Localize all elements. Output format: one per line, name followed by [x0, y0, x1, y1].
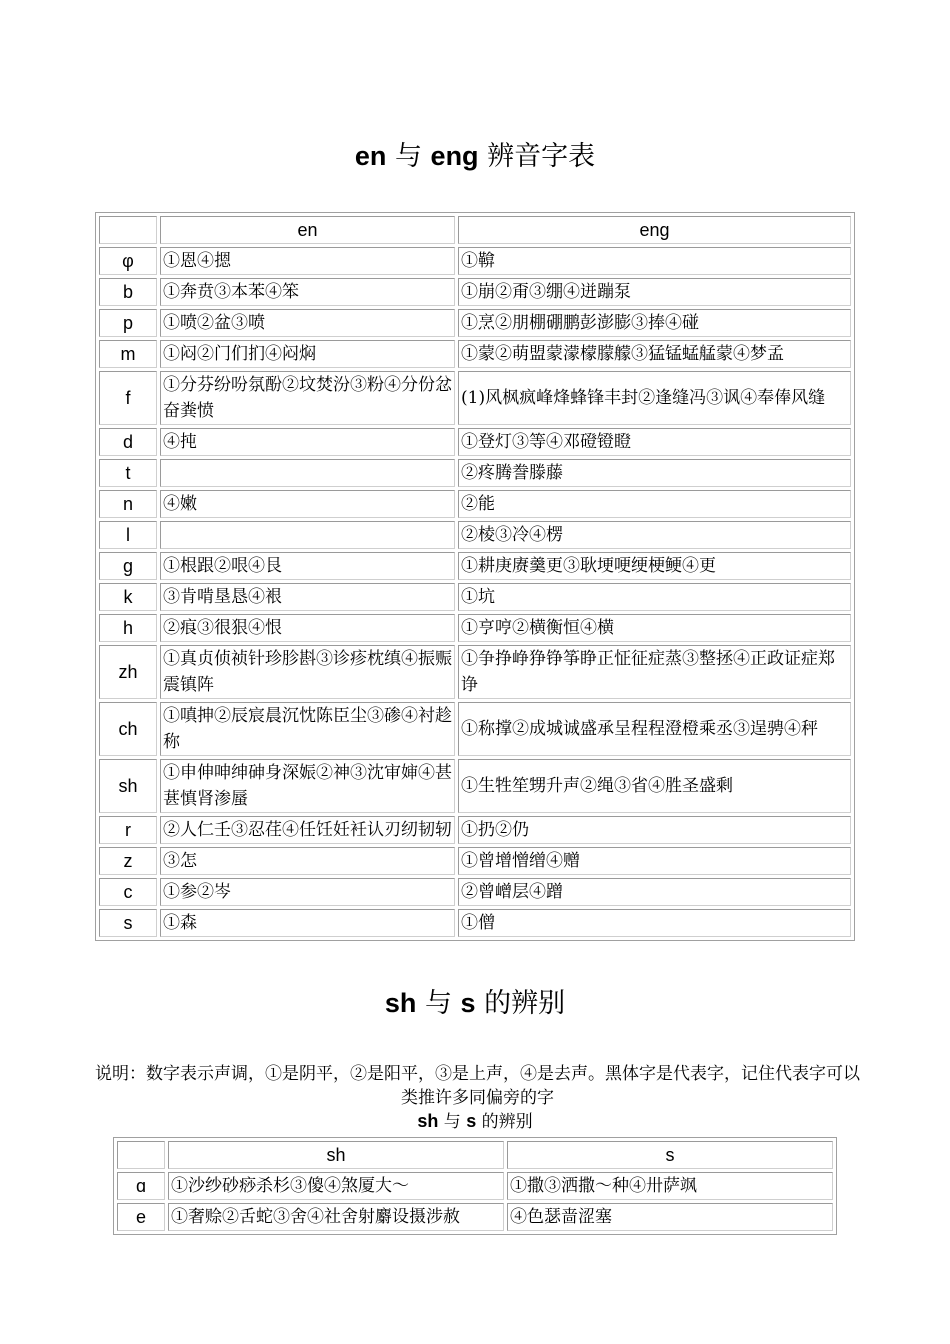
table-row — [117, 1172, 833, 1200]
title-rest: 辨音字表 — [487, 141, 596, 172]
chars-cell: ①嗔抻②辰宸晨沉忱陈臣尘③碜④衬趁称 — [160, 702, 455, 756]
chars-cell: ④嫩 — [160, 490, 455, 518]
initial-cell: e — [117, 1203, 165, 1231]
chars-cell: ①喷②盆③喷 — [160, 309, 455, 337]
chars-cell: ①真贞侦祯针珍胗斟③诊疹枕缜④振赈震镇阵 — [160, 645, 455, 699]
initial-cell: s — [99, 909, 157, 937]
initial-cell: t — [99, 459, 157, 487]
chars-cell: ④色瑟啬涩塞 — [507, 1203, 833, 1231]
page-title — [0, 138, 950, 175]
title-bold-en: en — [354, 141, 387, 171]
chars-cell: ①坑 — [458, 583, 851, 611]
title-bold-eng: eng — [430, 141, 479, 171]
chars-cell: ②人仁壬③忍荏④任饪妊衽认刃纫韧轫 — [160, 816, 455, 844]
table-row — [99, 552, 851, 580]
initial-cell: p — [99, 309, 157, 337]
chars-cell: ①参②岑 — [160, 878, 455, 906]
initial-cell: k — [99, 583, 157, 611]
table-row — [99, 459, 851, 487]
chars-cell: ②痕③很狠④恨 — [160, 614, 455, 642]
chars-cell: ①沙纱砂痧杀杉③傻④煞厦大～ — [168, 1172, 504, 1200]
column-header — [117, 1141, 165, 1169]
chars-cell: ①登灯③等④邓磴镫瞪 — [458, 428, 851, 456]
column-header: eng — [458, 216, 851, 244]
initial-cell: sh — [99, 759, 157, 813]
en-eng-table — [95, 212, 855, 941]
table-row — [99, 759, 851, 813]
table-row — [99, 645, 851, 699]
title2-mid: 与 — [424, 988, 452, 1019]
chars-cell: ②棱③冷④楞 — [458, 521, 851, 549]
table-row — [99, 909, 851, 937]
header-row — [99, 216, 851, 244]
column-header — [99, 216, 157, 244]
title-mid: 与 — [394, 141, 422, 172]
chars-cell: ①生牲笙甥升声②绳③省④胜圣盛剩 — [458, 759, 851, 813]
chars-cell: ②疼腾誊滕藤 — [458, 459, 851, 487]
chars-cell: ①崩②甭③绷④迸蹦泵 — [458, 278, 851, 306]
caption-bold-s: s — [466, 1111, 477, 1131]
initial-cell: m — [99, 340, 157, 368]
chars-cell: ①亨哼②横衡恒④横 — [458, 614, 851, 642]
chars-cell: ③肯啃垦恳④裉 — [160, 583, 455, 611]
table-row — [99, 583, 851, 611]
chars-cell: (1)风枫疯峰烽蜂锋丰封②逢缝冯③讽④奉俸风缝 — [458, 371, 851, 425]
initial-cell: g — [99, 552, 157, 580]
header-row — [117, 1141, 833, 1169]
chars-cell: ①根跟②哏④艮 — [160, 552, 455, 580]
chars-cell — [160, 459, 455, 487]
initial-cell: c — [99, 878, 157, 906]
column-header: en — [160, 216, 455, 244]
initial-cell: ch — [99, 702, 157, 756]
chars-cell: ④扽 — [160, 428, 455, 456]
chars-cell: ①恩④摁 — [160, 247, 455, 275]
initial-cell: f — [99, 371, 157, 425]
chars-cell: ①称撑②成城诚盛承呈程程澄橙乘丞③逞骋④秤 — [458, 702, 851, 756]
chars-cell — [160, 521, 455, 549]
initial-cell: b — [99, 278, 157, 306]
explanation-note: 说明：数字表示声调，①是阴平，②是阳平，③是上声，④是去声。黑体字是代表字，记住代表字可以类推许多同偏旁的字 — [95, 1064, 860, 1108]
chars-cell: ①鞥 — [458, 247, 851, 275]
initial-cell: r — [99, 816, 157, 844]
table-row — [99, 340, 851, 368]
table-row — [99, 847, 851, 875]
table-row — [99, 702, 851, 756]
section-title — [0, 985, 950, 1022]
table-row — [99, 428, 851, 456]
table-caption — [0, 1109, 950, 1134]
table-row — [99, 309, 851, 337]
sh-s-table — [113, 1137, 837, 1235]
table-row — [99, 614, 851, 642]
chars-cell: ①扔②仍 — [458, 816, 851, 844]
chars-cell: ②曾嶒层④蹭 — [458, 878, 851, 906]
chars-cell: ①耕庚赓羹更③耿埂哽绠梗鲠④更 — [458, 552, 851, 580]
table-row — [99, 247, 851, 275]
chars-cell: ①森 — [160, 909, 455, 937]
chars-cell: ①分芬纷吩氛酚②坟焚汾③粉④分份忿奋粪愤 — [160, 371, 455, 425]
chars-cell: ①奔贲③本苯④笨 — [160, 278, 455, 306]
column-header: sh — [168, 1141, 504, 1169]
initial-cell: z — [99, 847, 157, 875]
chars-cell: ①曾增憎缯④赠 — [458, 847, 851, 875]
title2-bold-s: s — [460, 988, 476, 1018]
chars-cell: ③怎 — [160, 847, 455, 875]
chars-cell: ②能 — [458, 490, 851, 518]
table-row — [99, 521, 851, 549]
title2-rest: 的辨别 — [484, 988, 566, 1019]
chars-cell: ①撒③洒撒～种④卅萨飒 — [507, 1172, 833, 1200]
chars-cell: ①争挣峥狰铮筝睁正怔征症蒸③整拯④正政证症郑诤 — [458, 645, 851, 699]
chars-cell: ①申伸呻绅砷身深娠②神③沈审婶④甚葚慎肾渗蜃 — [160, 759, 455, 813]
column-header: s — [507, 1141, 833, 1169]
caption-bold-sh: sh — [417, 1111, 439, 1131]
chars-cell: ①僧 — [458, 909, 851, 937]
title2-bold-sh: sh — [384, 988, 417, 1018]
initial-cell: l — [99, 521, 157, 549]
table-row — [99, 816, 851, 844]
initial-cell: n — [99, 490, 157, 518]
initial-cell: h — [99, 614, 157, 642]
initial-cell: φ — [99, 247, 157, 275]
chars-cell: ①烹②朋棚硼鹏彭澎膨③捧④碰 — [458, 309, 851, 337]
table-row — [99, 490, 851, 518]
initial-cell: ɑ — [117, 1172, 165, 1200]
chars-cell: ①奢赊②舌蛇③舍④社舍射麝设摄涉赦 — [168, 1203, 504, 1231]
table-row — [99, 278, 851, 306]
caption-rest: 的辨别 — [481, 1112, 533, 1132]
initial-cell: zh — [99, 645, 157, 699]
table-row — [99, 878, 851, 906]
chars-cell: ①闷②门们扪④闷焖 — [160, 340, 455, 368]
chars-cell: ①蒙②萌盟蒙濛檬朦艨③猛锰蜢艋蒙④梦孟 — [458, 340, 851, 368]
caption-mid: 与 — [443, 1112, 461, 1132]
table-row — [99, 371, 851, 425]
initial-cell: d — [99, 428, 157, 456]
table-row — [117, 1203, 833, 1231]
